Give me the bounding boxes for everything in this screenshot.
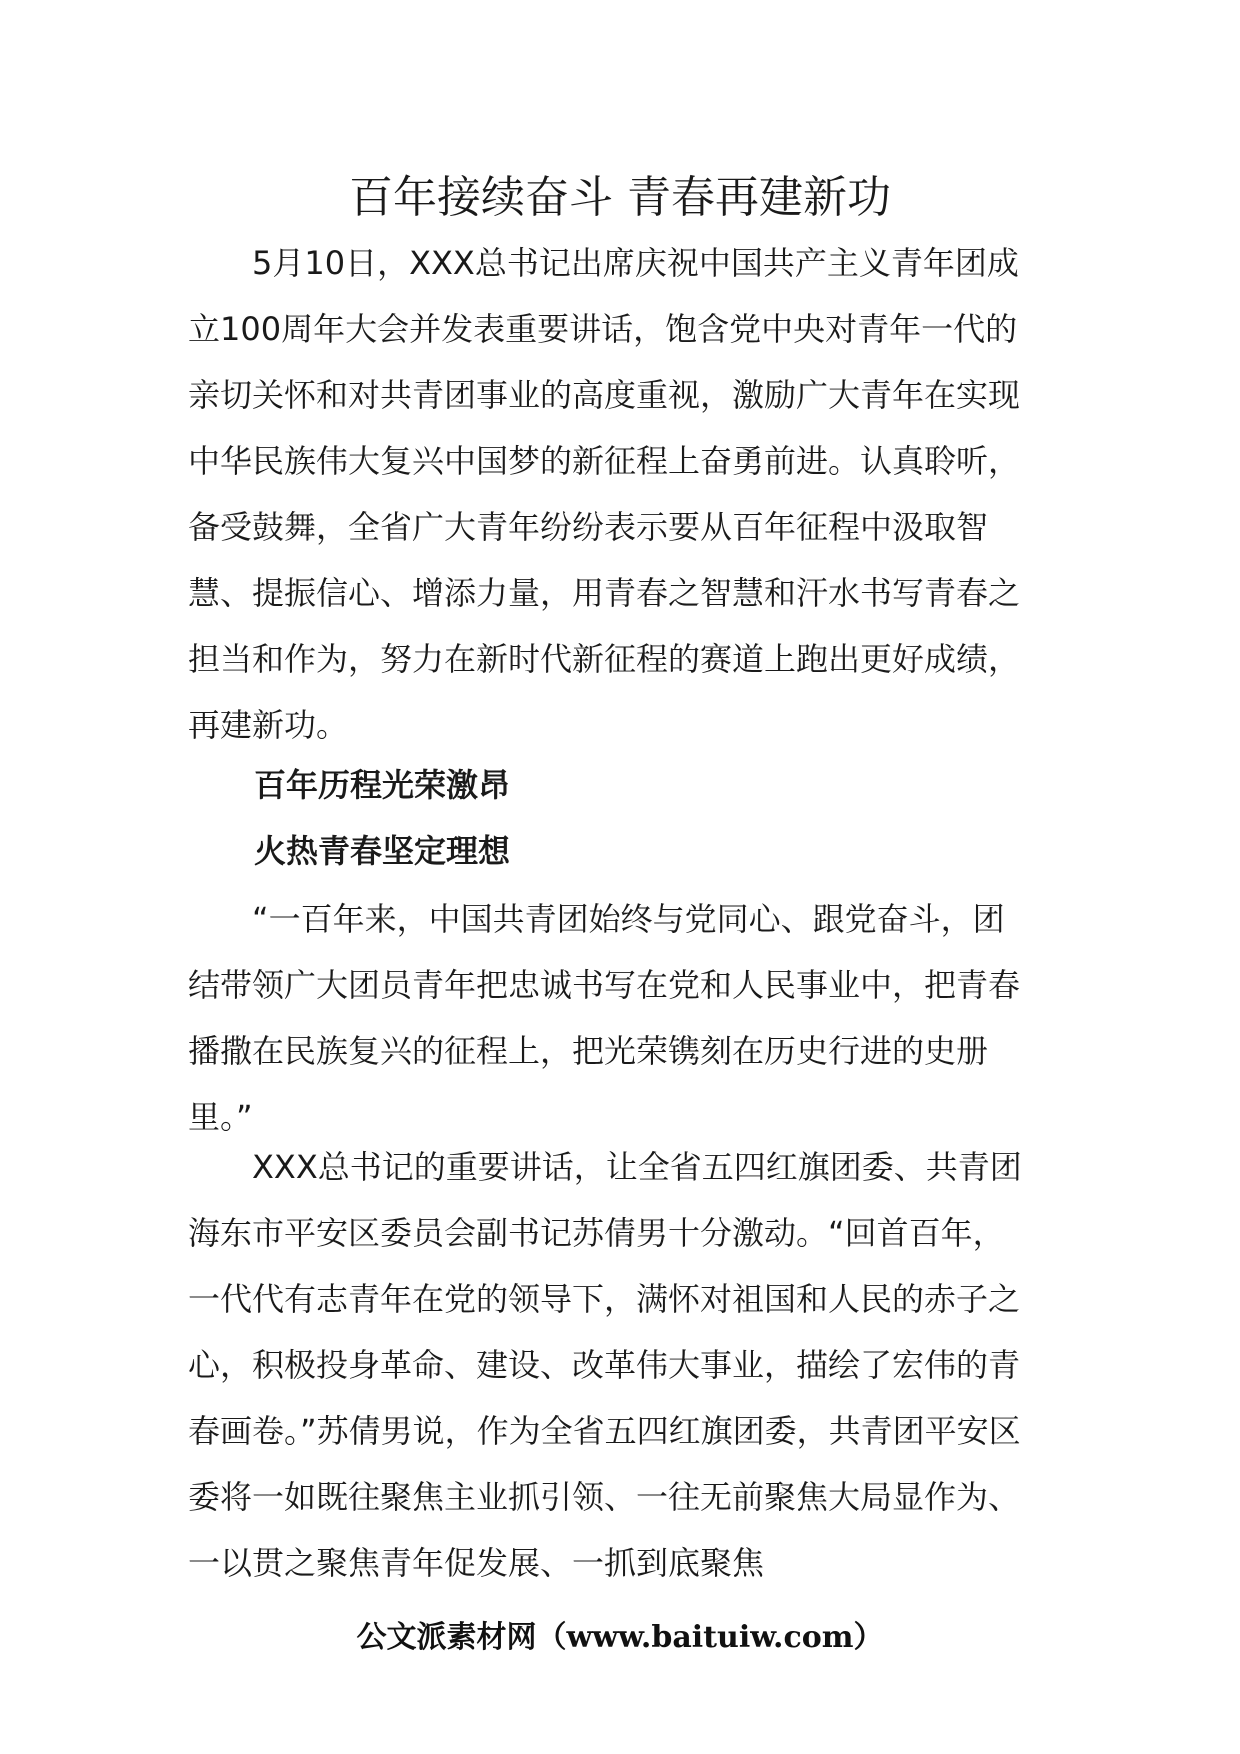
section-subheading: 百年历程光荣激昂 — [254, 766, 511, 804]
document-title: 百年接续奋斗 青春再建新功 — [349, 172, 891, 223]
body-paragraph: 5月10日，XXX总书记出席庆祝中国共产主义青年团成立100周年大会并发表重要讲话，饱含党中央对青年一代的亲切关怀和对共青团事业的高度重视，激励广大青年在实现中华民族伟大复兴中国梦的新征程上奋勇前进。认真聆听，备受鼓舞，全省广大青年纷纷表示要从百年征程中汲取智慧、提振信心、增添力量，用青春之智慧和汗水书写青春之担当和作为，努力在新时代新征程的赛道上跑出更好成绩，再建新功。 — [188, 244, 1021, 744]
paragraph-block — [188, 1134, 1028, 1596]
body-paragraph: XXX总书记的重要讲话，让全省五四红旗团委、共青团海东市平安区委员会副书记苏倩男十分激动。“回首百年，一代代有志青年在党的领导下，满怀对祖国和人民的赤子之心，积极投身革命、建设、改革伟大事业，描绘了宏伟的青春画卷。”苏倩男说，作为全省五四红旗团委，共青团平安区委将一如既往聚焦主业抓引领、一往无前聚焦大局显作为、一以贯之聚焦青年促发展、一抓到底聚焦 — [188, 1148, 1022, 1582]
footer-source: 公文派素材网（www.baituiw.com） — [356, 1620, 884, 1655]
quote-paragraph-block — [188, 886, 1028, 1150]
quote-paragraph: “一百年来，中国共青团始终与党同心、跟党奋斗，团结带领广大团员青年把忠诚书写在党和人民事业中，把青春播撒在民族复兴的征程上，把光荣镌刻在历史行进的史册里。” — [188, 900, 1021, 1136]
section-subheading: 火热青春坚定理想 — [254, 832, 511, 870]
paragraph-block — [188, 230, 1028, 758]
